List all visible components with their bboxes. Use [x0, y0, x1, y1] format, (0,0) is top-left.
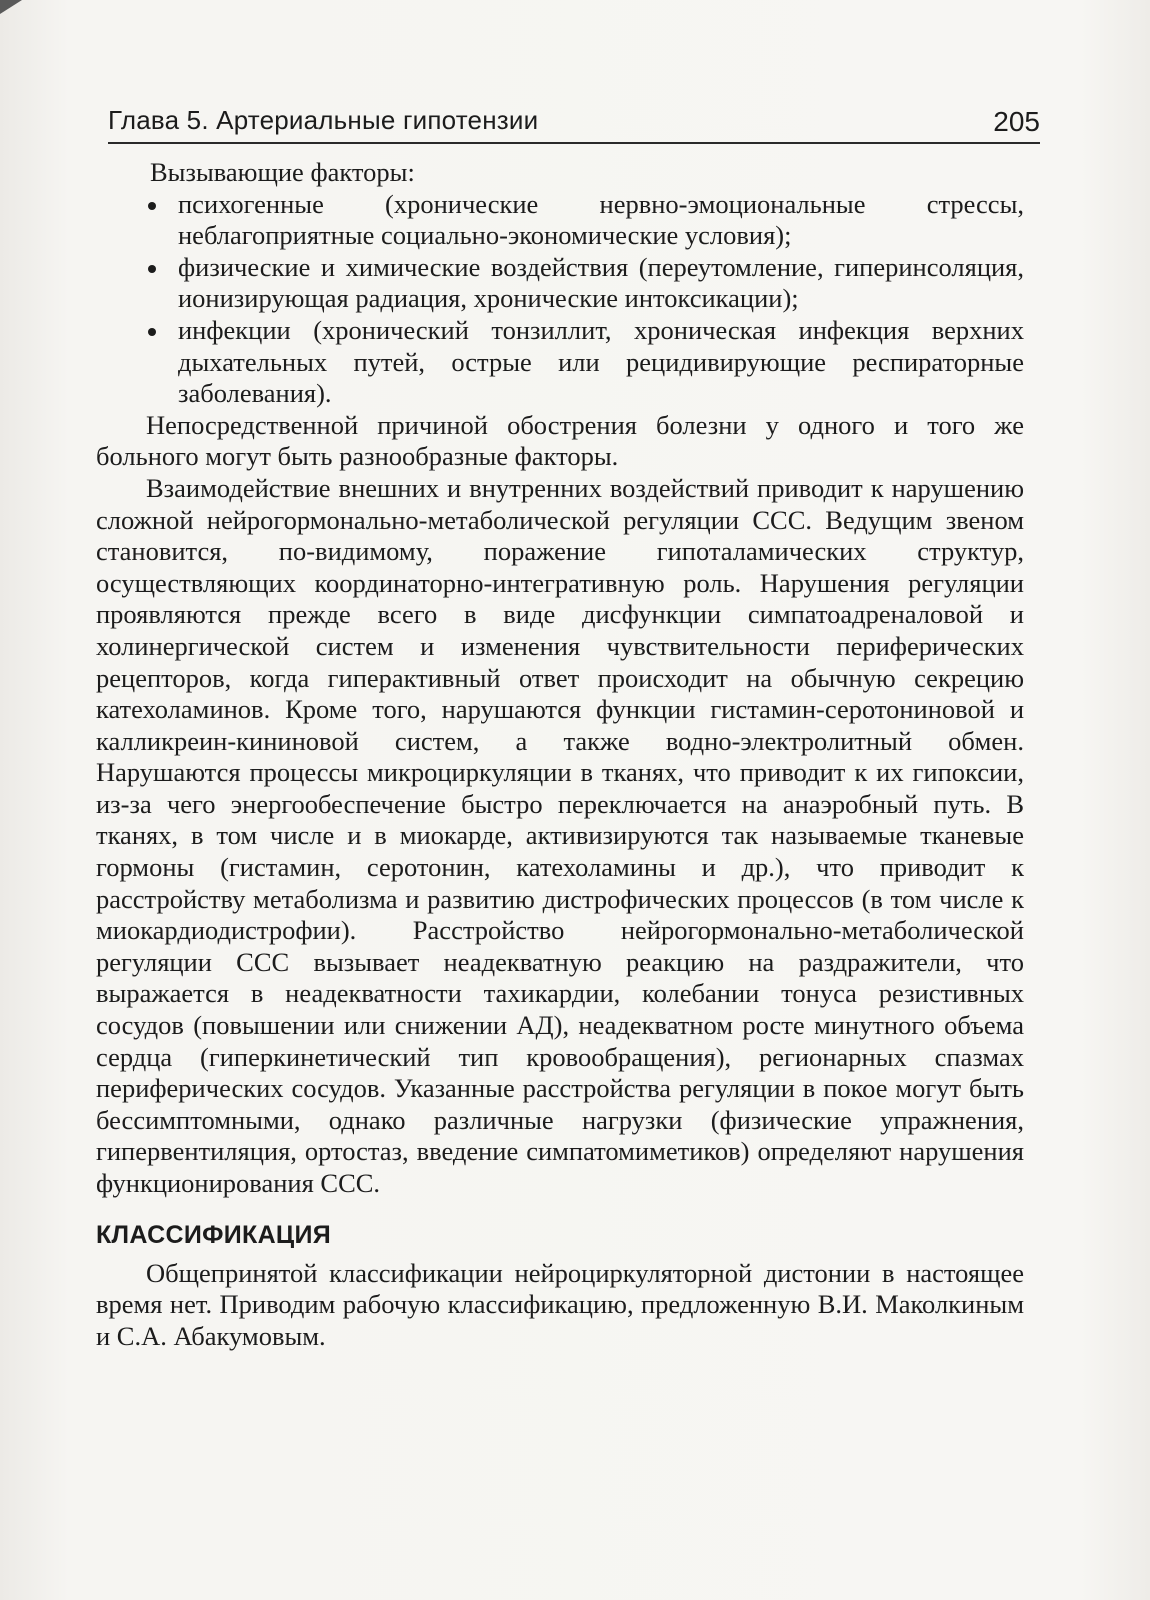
page-corner-mark	[0, 0, 22, 14]
list-item-text: физические и химические воздействия (переутомление, гиперинсоляция, ионизирующая радиация, хронические интоксикации);	[178, 251, 1024, 314]
running-header	[108, 104, 1040, 144]
factors-lead: Вызывающие факторы:	[150, 157, 415, 187]
list-item	[96, 315, 1024, 410]
bullet-icon	[148, 265, 156, 273]
bullet-icon	[148, 202, 156, 210]
body-paragraph: Непосредственной причиной обострения болезни у одного и того же больного могут быть разнообразные факторы.	[96, 409, 1024, 472]
running-title: Глава 5. Артериальные гипотензии	[108, 105, 539, 135]
factors-list	[96, 189, 1024, 410]
list-item-text: инфекции (хронический тонзиллит, хроническая инфекция верхних дыхательных путей, острые или рецидивирующие респираторные заболевания).	[178, 314, 1024, 409]
bullet-icon	[148, 328, 156, 336]
list-item	[96, 189, 1024, 252]
body-paragraph: Взаимодействие внешних и внутренних воздействий приводит к нарушению сложной нейрогормонально-метаболической регуляции ССС. Ведущим звеном становится, по-видимому, поражение гипоталамических структур, осуществляющих координаторно-интегративную роль. Нарушения регуляции проявляются прежде всего в виде дисфункции симпатоадреналовой и холинергической систем и изменения чувствительности периферических рецепторов, когда гиперактивный ответ происходит на обычную секрецию катехоламинов. Кроме того, нарушаются функции гистамин-серотониновой и калликреин-кининовой систем, а также водно-электролитный обмен. Нарушаются процессы микроциркуляции в тканях, что приводит к их гипоксии, из-за чего энергообеспечение быстро переключается на анаэробный путь. В тканях, в том числе и в миокарде, активизируются так называемые тканевые гормоны (гистамин, серотонин, катехоламины и др.), что приводит к расстройству метаболизма и развитию дистрофических процессов (в том числе к миокардиодистрофии). Расстройство нейрогормонально-метаболической регуляции ССС вызывает неадекватную реакцию на раздражители, что выражается в неадекватности тахикардии, колебании тонуса резистивных сосудов (повышении или снижении АД), неадекватном росте минутного объема сердца (гиперкинетический тип кровообращения), регионарных спазмах периферических сосудов. Указанные расстройства регуляции в покое могут быть бессимптомными, однако различные нагрузки (физические упражнения, гипервентиляция, ортостаз, введение симпатомиметиков) определяют нарушения функционирования ССС.	[96, 472, 1024, 1198]
section-paragraph: Общепринятой классификации нейроциркуляторной дистонии в настоящее время нет. Приводим рабочую классификацию, предложенную В.И. Маколкиным и С.А. Абакумовым.	[96, 1257, 1024, 1351]
section-heading: КЛАССИФИКАЦИЯ	[96, 1220, 332, 1249]
page-content	[96, 157, 1024, 1352]
list-item	[96, 252, 1024, 315]
list-item-text: психогенные (хронические нервно-эмоциональные стрессы, неблагоприятные социально-экономические условия);	[178, 188, 1024, 251]
page-number: 205	[993, 106, 1040, 137]
